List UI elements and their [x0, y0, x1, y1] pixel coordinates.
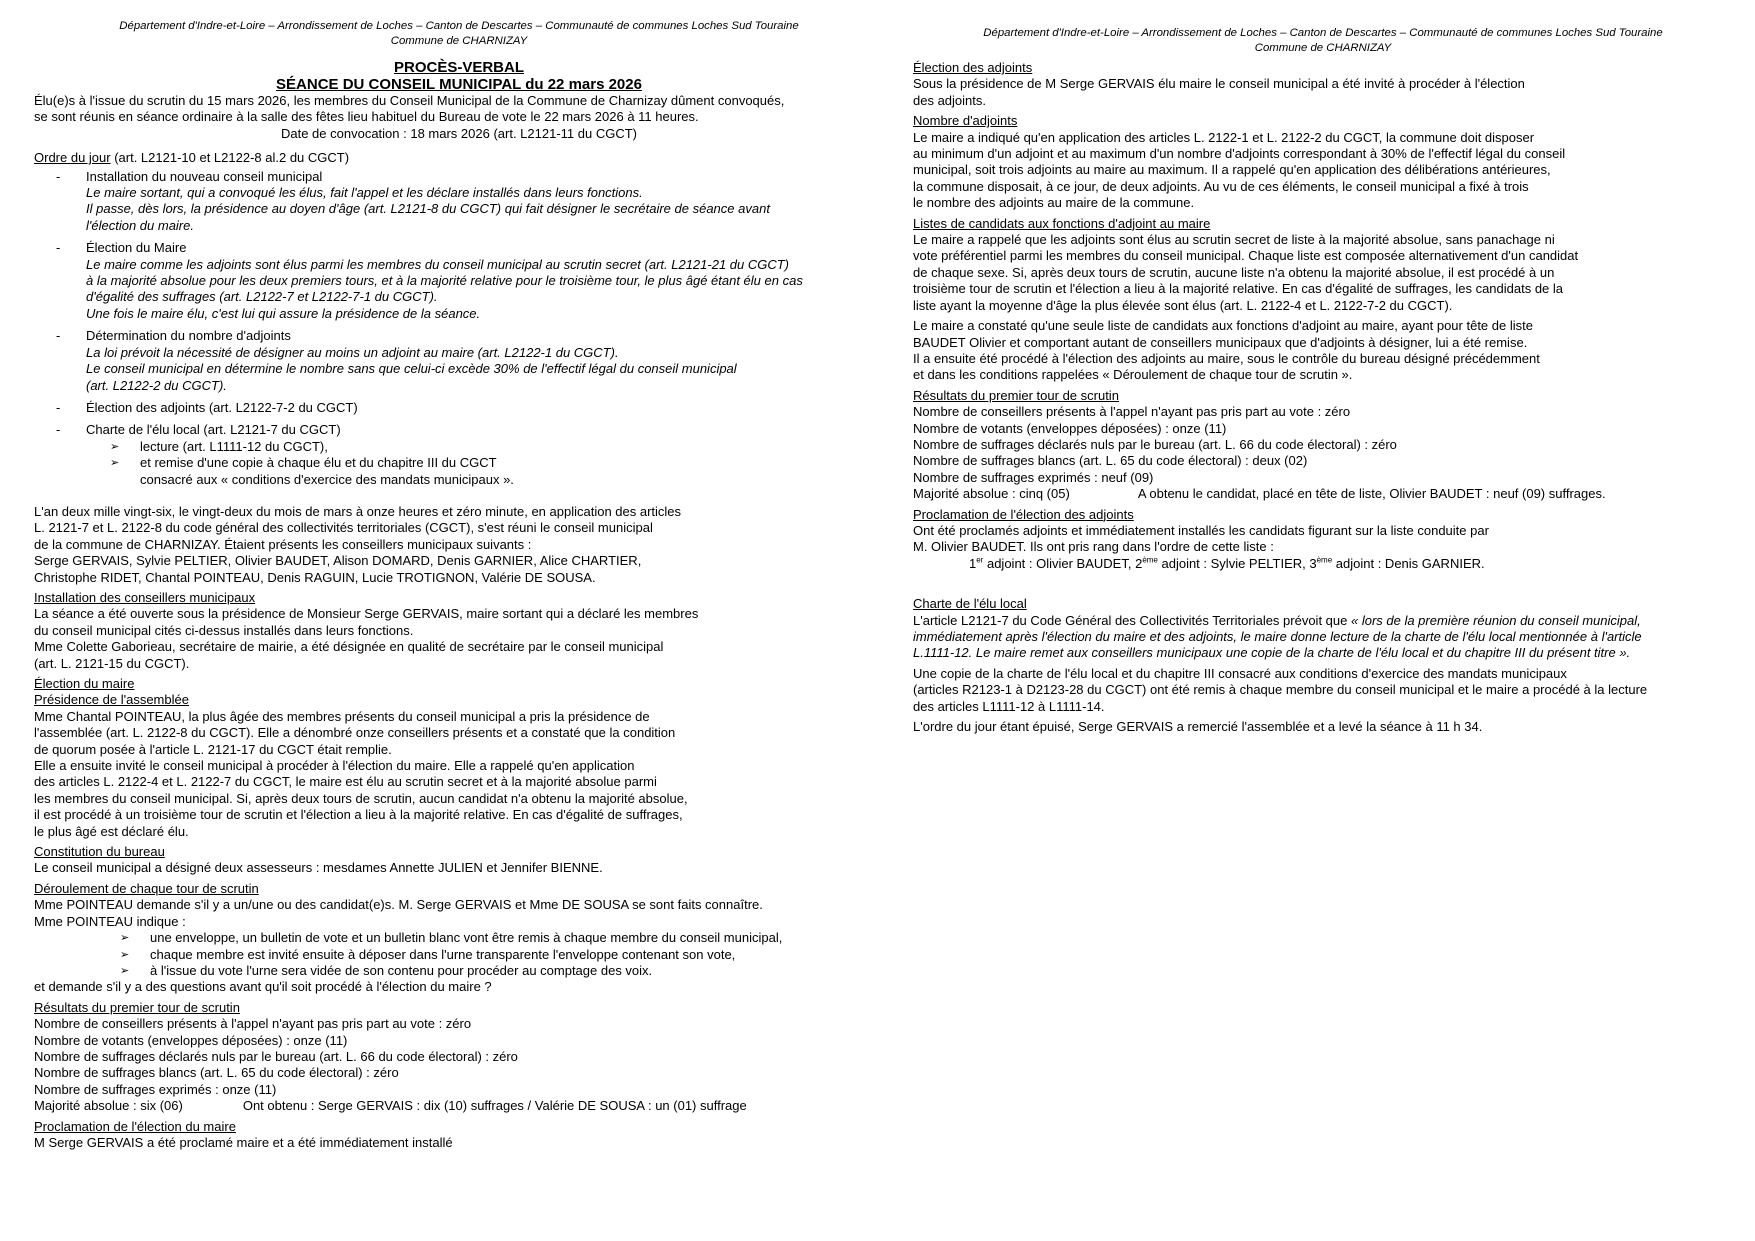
agenda-note: Le maire comme les adjoints sont élus parmi les membres du conseil municipal au scrutin secret (art. L2121-21 du CGCT) [86, 256, 790, 272]
text-line: Le maire a indiqué qu'en application des articles L. 2122-1 et L. 2122-2 du CGCT, la commune doit disposer [913, 129, 1535, 145]
text-line: Mme POINTEAU indique : [34, 913, 186, 929]
text-line: l'assemblée (art. L. 2122-8 du CGCT). Elle a dénombré onze conseillers présents et a constaté que la condition [34, 725, 676, 741]
preamble-line: L. 2121-7 et L. 2122-8 du code général des collectivités territoriales (CGCT), s'est réuni le conseil municipal [34, 520, 653, 536]
text-line: les membres du conseil municipal. Si, après deux tours de scrutin, aucun candidat n'a obtenu la majorité absolue, [34, 790, 688, 806]
result-line: Nombre de conseillers présents à l'appel n'ayant pas pris part au vote : zéro [34, 1016, 472, 1032]
text-line: municipal, soit trois adjoints au maire au maximum. Il a rappelé qu'en application des délibérations antérieures, [913, 162, 1551, 178]
section-title: Charte de l'élu local [913, 596, 1027, 612]
section-title: Élection des adjoints [913, 60, 1033, 75]
charte-sub-item: ➢ lecture (art. L1111-12 du CGCT), [110, 439, 884, 455]
agenda-note: Le maire sortant, qui a convoqué les élus, fait l'appel et les déclare installés dans leurs fonctions. [86, 185, 643, 201]
rank-number: 2 [1135, 555, 1143, 571]
agenda-ref: (art. L2121-10 et L2122-8 al.2 du CGCT) [110, 150, 350, 166]
text-run: L'article L2121-7 du Code Général des Collectivités Territoriales prévoit que [913, 612, 1351, 628]
section-proclamation-maire [34, 1119, 884, 1152]
text-line: Sous la présidence de M Serge GERVAIS élu maire le conseil municipal a été invité à procéder à l'élection [913, 76, 1525, 92]
text-line: Une copie de la charte de l'élu local et du chapitre III consacré aux conditions d'exercice des mandats municipaux [913, 665, 1567, 681]
rank-text: adjoint : Denis GARNIER. [1332, 555, 1485, 571]
agenda-title: Ordre du jour [34, 150, 111, 166]
intro-paragraph [34, 93, 884, 142]
text-line: L.1111-12. Le maire remet aux conseillers municipaux une copie de la charte de l'élu local et du chapitre III du présent titre ». [913, 645, 1631, 661]
text-line: Ont été proclamés adjoints et immédiatement installés les candidats figurant sur la liste conduite par [913, 522, 1489, 538]
text-line: (art. L. 2121-15 du CGCT). [34, 655, 190, 671]
text-line: Mme POINTEAU demande s'il y a un/une ou des candidat(e)s. M. Serge GERVAIS et Mme DE SOUSA se sont faits connaître. [34, 897, 763, 913]
agenda-item [34, 169, 884, 235]
agenda-note: Une fois le maire élu, c'est lui qui assure la présidence de la séance. [86, 305, 481, 321]
agenda-item [34, 240, 884, 322]
rank-suffix: ème [1142, 555, 1158, 565]
agenda-item-label: - Élection du Maire [86, 240, 187, 256]
page-header [913, 26, 1733, 56]
right-page [913, 0, 1733, 735]
convocation-date: Date de convocation : 18 mars 2026 (art. L2121-11 du CGCT) [280, 125, 637, 141]
section-title: Résultats du premier tour de scrutin [34, 999, 240, 1015]
agenda-note: (art. L2122-2 du CGCT). [86, 377, 227, 393]
text-line: au minimum d'un adjoint et au maximum d'un nombre d'adjoints correspondant à 30% de l'effectif légal du conseil [913, 146, 1566, 162]
text-run: « lors de la première réunion du conseil municipal, [1350, 612, 1641, 628]
header-commune: Commune de CHARNIZAY [1254, 42, 1392, 54]
text-line: Elle a ensuite invité le conseil municipal à procéder à l'élection du maire. Elle a rappelé qu'en application [34, 758, 635, 774]
section-deroulement [34, 881, 884, 996]
preamble-line: L'an deux mille vingt-six, le vingt-deux du mois de mars à onze heures et zéro minute, en application des articles [34, 503, 682, 519]
adjoints-ranking [913, 556, 1733, 572]
section-proclamation-adjoints [913, 507, 1733, 573]
section-installation [34, 590, 884, 672]
deroulement-item: ➢ à l'issue du vote l'urne sera vidée de son contenu pour procéder au comptage des voix. [120, 963, 884, 979]
result-line: Nombre de suffrages blancs (art. L. 65 du code électoral) : zéro [34, 1065, 399, 1081]
text-line: La séance a été ouverte sous la présidence de Monsieur Serge GERVAIS, maire sortant qui a déclaré les membres [34, 606, 699, 622]
section-title: Élection du maire [34, 676, 135, 691]
text-line: liste ayant la moyenne d'âge la plus élevée sont élus (art. L. 2122-4 et L. 2122-7-2 du CGCT). [913, 297, 1453, 313]
agenda-item-label: - Installation du nouveau conseil municipal [86, 168, 323, 184]
text-line: M Serge GERVAIS a été proclamé maire et a été immédiatement installé [34, 1134, 453, 1150]
charte-sub-tail: consacré aux « conditions d'exercice des mandats municipaux ». [140, 471, 514, 487]
section-title: Proclamation de l'élection des adjoints [913, 506, 1134, 522]
charte-sub-item: ➢ et remise d'une copie à chaque élu et du chapitre III du CGCT [110, 455, 884, 471]
intro-line: se sont réunis en séance ordinaire à la salle des fêtes lieu habituel du Bureau de vote le 22 mars 2026 à 11 heures. [34, 109, 699, 125]
section-title: Déroulement de chaque tour de scrutin [34, 880, 259, 896]
preamble-line: Serge GERVAIS, Sylvie PELTIER, Olivier BAUDET, Alison DOMARD, Denis GARNIER, Alice CHARTIER, [34, 553, 642, 569]
text-line: le nombre des adjoints au maire de la commune. [913, 195, 1195, 211]
rank-number: 1 [969, 555, 977, 571]
agenda-item-label: - Élection des adjoints (art. L2122-7-2 du CGCT) [86, 399, 358, 415]
agenda-note: Le conseil municipal en détermine le nombre sans que celui-ci excède 30% de l'effectif légal du conseil municipal [86, 361, 737, 377]
text-line: des adjoints. [913, 92, 986, 108]
text-line: du conseil municipal cités ci-dessus installés dans leurs fonctions. [34, 622, 414, 638]
section-title: Installation des conseillers municipaux [34, 589, 256, 605]
preamble [34, 504, 884, 586]
text-line: et dans les conditions rappelées « Déroulement de chaque tour de scrutin ». [913, 367, 1353, 383]
result-line: Nombre de conseillers présents à l'appel n'ayant pas pris part au vote : zéro [913, 404, 1351, 420]
agenda-note: à la majorité absolue pour les deux premiers tours, et à la majorité relative pour le troisième tour, le plus âgé étant élu en cas [86, 273, 803, 289]
agenda-note: d'égalité des suffrages (art. L2122-7 et L2122-7-1 du CGCT). [86, 289, 438, 305]
text-line: de chaque sexe. Si, après deux tours de scrutin, aucune liste n'a obtenu la majorité absolue, il est procédé à un [913, 264, 1555, 280]
section-bureau [34, 844, 884, 877]
agenda-note: l'élection du maire. [86, 217, 194, 233]
doc-subtitle: SÉANCE DU CONSEIL MUNICIPAL du 22 mars 2026 [276, 76, 642, 93]
majorite-absolue: Majorité absolue : six (06) [34, 1098, 183, 1114]
text-line: troisième tour de scrutin et l'élection a lieu à la majorité relative. En cas d'égalité de suffrages, les candidats de la [913, 281, 1564, 297]
text-line: Mme Colette Gaborieau, secrétaire de mairie, a été désignée en qualité de secrétaire par le conseil municipal [34, 639, 664, 655]
section-nombre-adjoints [913, 113, 1733, 211]
result-line: Nombre de votants (enveloppes déposées) : onze (11) [913, 420, 1227, 436]
closing-line: L'ordre du jour étant épuisé, Serge GERVAIS a remercié l'assemblée et a levé la séance à 11 h 34. [913, 719, 1483, 735]
intro-line: Élu(e)s à l'issue du scrutin du 15 mars 2026, les membres du Conseil Municipal de la Commune de Charnizay dûment convoqués, [34, 93, 785, 108]
rank-suffix: er [976, 555, 984, 565]
agenda [34, 150, 884, 488]
doc-title: PROCÈS-VERBAL [393, 59, 524, 76]
text-line: M. Olivier BAUDET. Ils ont pris rang dans l'ordre de cette liste : [913, 539, 1274, 555]
result-line: Nombre de suffrages exprimés : onze (11) [34, 1081, 277, 1097]
section-title: Listes de candidats aux fonctions d'adjoint au maire [913, 215, 1211, 231]
deroulement-item: ➢ une enveloppe, un bulletin de vote et un bulletin blanc vont être remis à chaque membre du conseil municipal, [120, 930, 884, 946]
agenda-item [34, 328, 884, 394]
agenda-item-label: - Charte de l'élu local (art. L2121-7 du CGCT) [86, 422, 341, 438]
text-line: BAUDET Olivier et comportant autant de conseillers municipaux que d'adjoints à désigner, lui a été remise. [913, 334, 1528, 350]
votes-obtenus: A obtenu le candidat, placé en tête de liste, Olivier BAUDET : neuf (09) suffrages. [1137, 486, 1606, 502]
section-title: Résultats du premier tour de scrutin [913, 387, 1119, 403]
text-line: des articles L1111-12 à L1111-14. [913, 698, 1105, 714]
agenda-item-label: - Détermination du nombre d'adjoints [86, 328, 291, 344]
majorite-absolue: Majorité absolue : cinq (05) [913, 486, 1070, 502]
text-line: de quorum posée à l'article L. 2121-17 du CGCT était remplie. [34, 741, 392, 757]
rank-number: 3 [1309, 555, 1317, 571]
section-listes [913, 216, 1733, 384]
text-line: Le maire a rappelé que les adjoints sont élus au scrutin secret de liste à la majorité absolue, sans panachage ni [913, 232, 1555, 248]
section-title: Nombre d'adjoints [913, 113, 1018, 129]
agenda-note: La loi prévoit la nécessité de désigner au moins un adjoint au maire (art. L2122-1 du CGCT). [86, 344, 619, 360]
text-line: le plus âgé est déclaré élu. [34, 823, 189, 839]
agenda-item [34, 422, 884, 488]
result-line: Nombre de suffrages exprimés : neuf (09) [913, 469, 1154, 485]
text-line: et demande s'il y a des questions avant qu'il soit procédé à l'élection du maire ? [34, 979, 492, 995]
deroulement-item: ➢ chaque membre est invité ensuite à déposer dans l'urne transparente l'enveloppe contenant son vote, [120, 947, 884, 963]
text-line: il est procédé à un troisième tour de scrutin et l'élection a lieu à la majorité relative. En cas d'égalité de suffrages, [34, 807, 683, 823]
result-line: Nombre de votants (enveloppes déposées) : onze (11) [34, 1032, 348, 1048]
header-line: Département d'Indre-et-Loire – Arrondissement de Loches – Canton de Descartes – Communauté de communes Loches Sud Touraine [983, 27, 1663, 39]
text-line: Le conseil municipal a désigné deux assesseurs : mesdames Annette JULIEN et Jennifer BIENNE. [34, 860, 603, 876]
result-line: Nombre de suffrages déclarés nuls par le bureau (art. L. 66 du code électoral) : zéro [913, 436, 1397, 452]
page-header [34, 19, 884, 49]
preamble-line: de la commune de CHARNIZAY. Étaient présents les conseillers municipaux suivants : [34, 536, 532, 552]
section-resultats-maire [34, 1000, 884, 1115]
text-line: Il a ensuite été procédé à l'élection des adjoints au maire, sous le contrôle du bureau désigné précédemment [913, 350, 1540, 366]
header-commune: Commune de CHARNIZAY [390, 35, 528, 47]
text-line: immédiatement après l'élection du maire et des adjoints, le maire donne lecture de la charte de l'élu local mentionnée à l'article [913, 629, 1642, 644]
header-line: Département d'Indre-et-Loire – Arrondissement de Loches – Canton de Descartes – Communauté de communes Loches Sud Touraine [119, 20, 799, 32]
text-line: la commune disposait, à ce jour, de deux adjoints. Au vu de ces éléments, le conseil municipal a fixé à trois [913, 178, 1529, 194]
text-line: Mme Chantal POINTEAU, la plus âgée des membres présents du conseil municipal a pris la présidence de [34, 708, 650, 724]
votes-obtenus: Ont obtenu : Serge GERVAIS : dix (10) suffrages / Valérie DE SOUSA : un (01) suffrage [242, 1098, 747, 1114]
result-line: Nombre de suffrages blancs (art. L. 65 du code électoral) : deux (02) [913, 453, 1308, 469]
section-resultats-adjoints [913, 388, 1733, 503]
subsection-title: Présidence de l'assemblée [34, 692, 189, 708]
rank-suffix: ème [1316, 555, 1333, 565]
text-line: des articles L. 2122-4 et L. 2122-7 du CGCT, le maire est élu au scrutin secret et à la majorité absolue parmi [34, 774, 657, 790]
rank-text: adjoint : Sylvie PELTIER, [1157, 555, 1310, 571]
section-election-maire [34, 676, 884, 840]
agenda-note: Il passe, dès lors, la présidence au doyen d'âge (art. L2121-8 du CGCT) qui fait désigner le secrétaire de séance avant [86, 201, 770, 217]
section-charte [913, 596, 1733, 735]
preamble-line: Christophe RIDET, Chantal POINTEAU, Denis RAGUIN, Lucie TROTIGNON, Valérie DE SOUSA. [34, 569, 596, 585]
section-election-adjoints [913, 60, 1733, 109]
section-title: Constitution du bureau [34, 844, 165, 860]
result-line: Nombre de suffrages déclarés nuls par le bureau (art. L. 66 du code électoral) : zéro [34, 1048, 518, 1064]
text-line: Le maire a constaté qu'une seule liste de candidats aux fonctions d'adjoint au maire, ayant pour tête de liste [913, 318, 1533, 334]
agenda-item [34, 400, 884, 416]
text-line: (articles R2123-1 à D2123-28 du CGCT) ont été remis à chaque membre du conseil municipal et le maire a procédé à la lecture [913, 682, 1648, 698]
left-page [34, 0, 884, 1151]
text-line: vote préférentiel parmi les membres du conseil municipal. Chaque liste est composée alternativement d'un candidat [913, 248, 1579, 264]
rank-text: adjoint : Olivier BAUDET, [983, 555, 1136, 571]
section-title: Proclamation de l'élection du maire [34, 1118, 236, 1134]
